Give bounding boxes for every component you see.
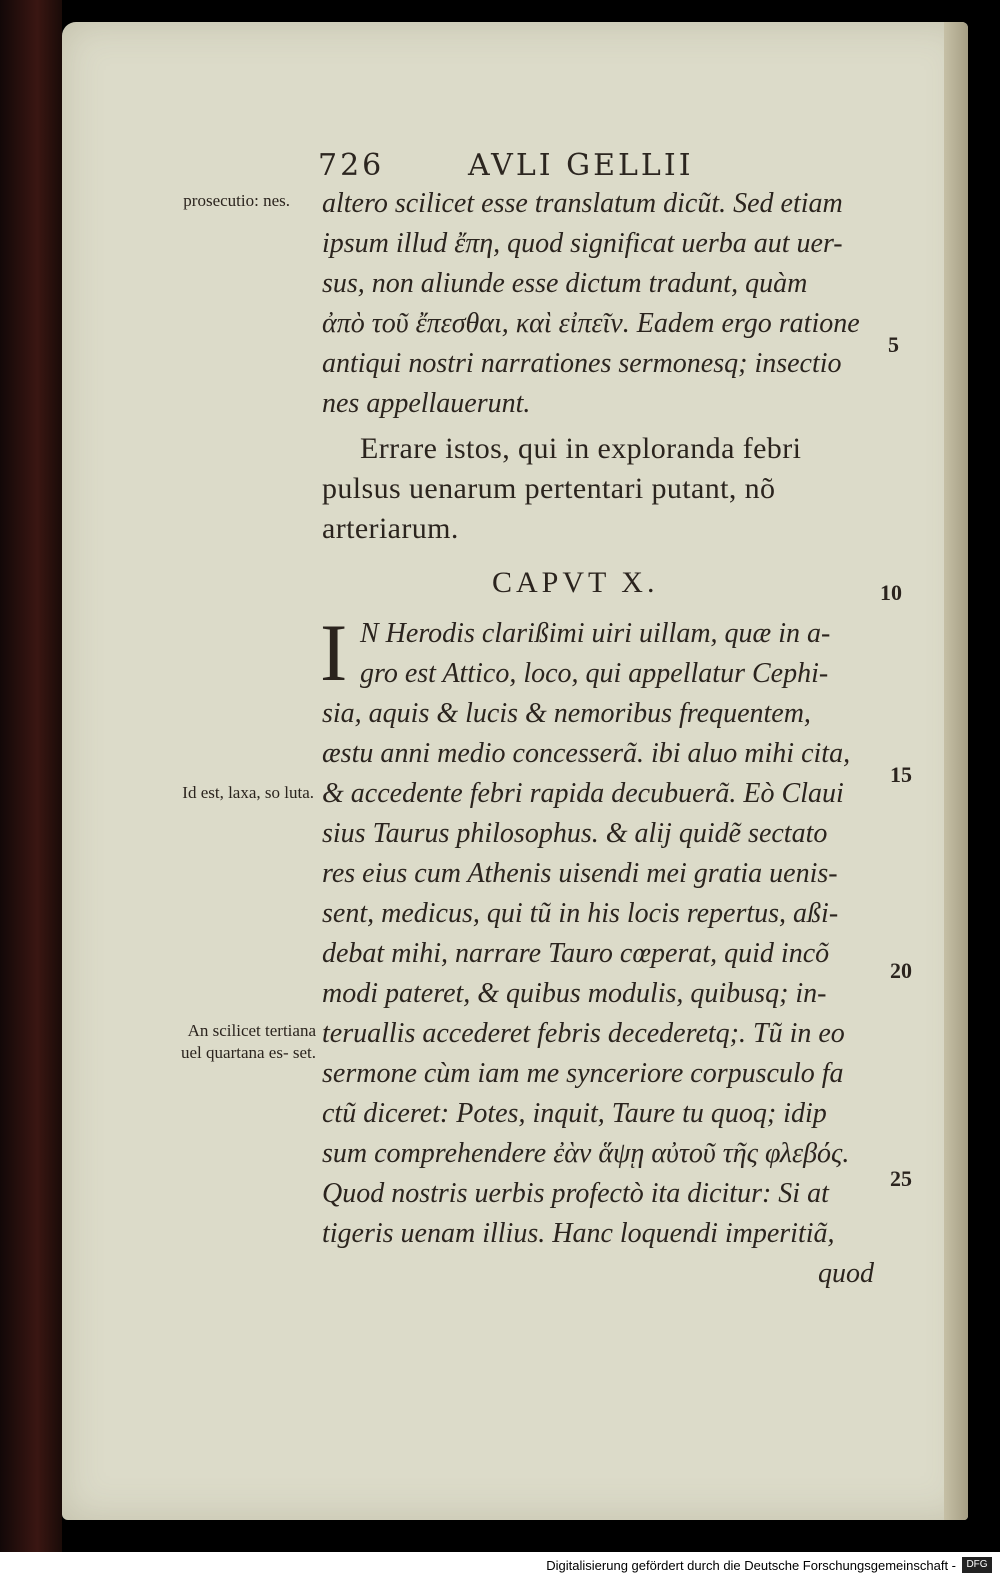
dfg-logo: DFG — [962, 1557, 992, 1573]
summary-line: pulsus uenarum pertentari putant, nõ — [322, 472, 776, 505]
running-title: AVLI GELLII — [468, 148, 694, 183]
text-line: antiqui nostri narrationes sermonesq; insectio — [322, 348, 842, 379]
summary-line: arteriarum. — [322, 512, 459, 545]
text-line: modi pateret, & quibus modulis, quibusq; in- — [322, 978, 827, 1009]
catchword: quod — [818, 1258, 874, 1289]
line-number: 15 — [890, 762, 912, 787]
text-line: sus, non aliunde esse dictum tradunt, quàm — [322, 268, 808, 299]
text-line: debat mihi, narrare Tauro cœperat, quid incõ — [322, 938, 830, 969]
footer-credit: Digitalisierung gefördert durch die Deutsche Forschungsgemeinschaft - — [546, 1558, 956, 1573]
text-line: res eius cum Athenis uisendi mei gratia uenis- — [322, 858, 838, 889]
page-number: 726 — [318, 148, 385, 183]
text-line: æstu anni medio concesserã. ibi aluo mihi cita, — [322, 738, 851, 769]
line-number: 20 — [890, 958, 912, 983]
summary-line: Errare istos, qui in exploranda febri — [360, 432, 802, 465]
text-line: Quod nostris uerbis profectò ita dicitur: Si at — [322, 1178, 829, 1209]
line-number: 5 — [888, 332, 899, 357]
line-number: 25 — [890, 1166, 912, 1191]
margin-note: An scilicet tertiana uel quartana es- set. — [181, 1021, 316, 1062]
text-line: sum comprehendere ἐὰν ἅψῃ αὐτοῦ τῆς φλεβός. — [322, 1138, 850, 1169]
page-edge — [944, 22, 968, 1520]
text-line: ipsum illud ἔπη, quod significat uerba aut uer- — [322, 228, 843, 259]
text-line: sia, aquis & lucis & nemoribus frequentem, — [322, 698, 811, 729]
text-line: tigeris uenam illius. Hanc loquendi imperitiã, — [322, 1218, 835, 1249]
margin-note: Id est, laxa, so luta. — [182, 783, 314, 802]
book-spine — [0, 0, 62, 1582]
text-line: ἀπὸ τοῦ ἔπεσθαι, καὶ εἰπεῖν. Eadem ergo ratione — [322, 308, 860, 339]
margin-note: prosecutio: nes. — [183, 191, 290, 210]
text-line: gro est Attico, loco, qui appellatur Cephi- — [360, 658, 829, 689]
text-line: N Herodis clarißimi uiri uillam, quæ in a- — [360, 618, 831, 649]
chapter-heading: CAPVT X. — [492, 566, 659, 599]
text-line: ctũ diceret: Potes, inquit, Taure tu quoq; idip — [322, 1098, 827, 1129]
text-line: nes appellauerunt. — [322, 388, 531, 419]
text-line: sent, medicus, qui tũ in his locis repertus, aßi- — [322, 898, 839, 929]
text-line: sermone cùm iam me synceriore corpusculo fa — [322, 1058, 844, 1089]
line-number: 10 — [880, 580, 902, 605]
text-line: sius Taurus philosophus. & alij quidẽ sectato — [322, 818, 828, 849]
drop-capital: I — [320, 607, 348, 698]
text-line: teruallis accederet febris decederetq;. Tũ in eo — [322, 1018, 845, 1049]
text-line: & accedente febri rapida decubuerã. Eò Claui — [322, 778, 844, 809]
text-line: altero scilicet esse translatum dicũt. Sed etiam — [322, 188, 843, 219]
